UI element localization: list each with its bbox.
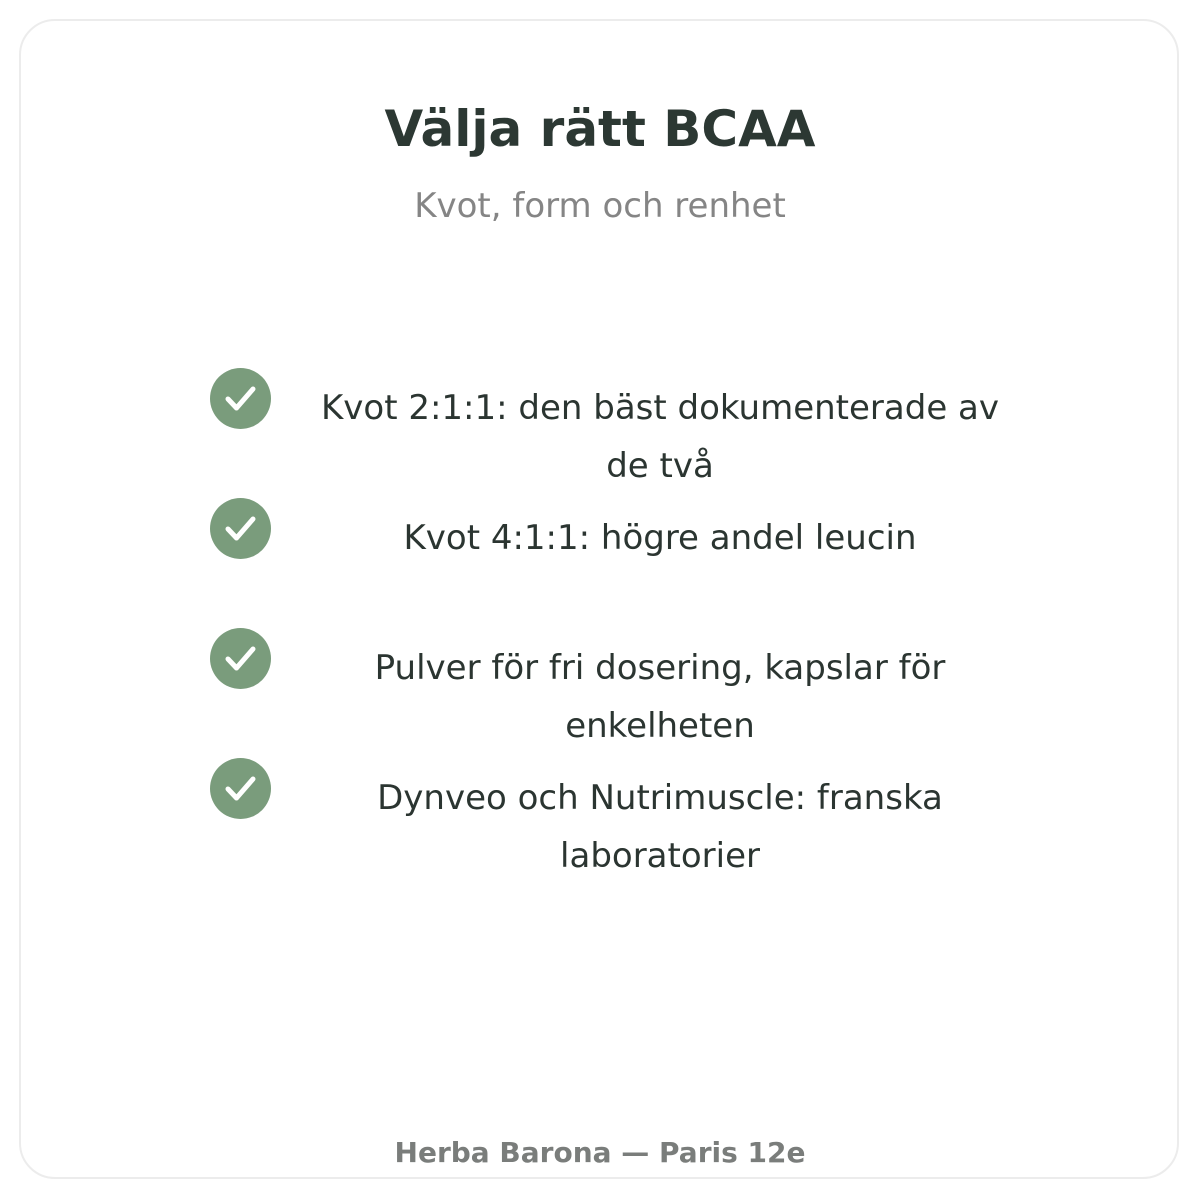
page-title: Välja rätt BCAA — [384, 100, 816, 158]
check-circle-icon — [210, 628, 271, 689]
checklist-item: Kvot 4:1:1: högre andel leucin — [403, 518, 917, 558]
footer-text: Herba Barona — Paris 12e — [394, 1136, 806, 1169]
checklist-item: Pulver för fri dosering, kapslar för enkelheten — [374, 648, 946, 746]
checklist-item: Kvot 2:1:1: den bäst dokumenterade av de två — [320, 388, 1000, 486]
checklist-item: Dynveo och Nutrimuscle: franska laboratorier — [377, 778, 943, 876]
check-circle-icon — [210, 368, 271, 429]
check-circle-icon — [210, 758, 271, 819]
check-circle-icon — [210, 498, 271, 559]
page-subtitle: Kvot, form och renhet — [414, 186, 786, 226]
